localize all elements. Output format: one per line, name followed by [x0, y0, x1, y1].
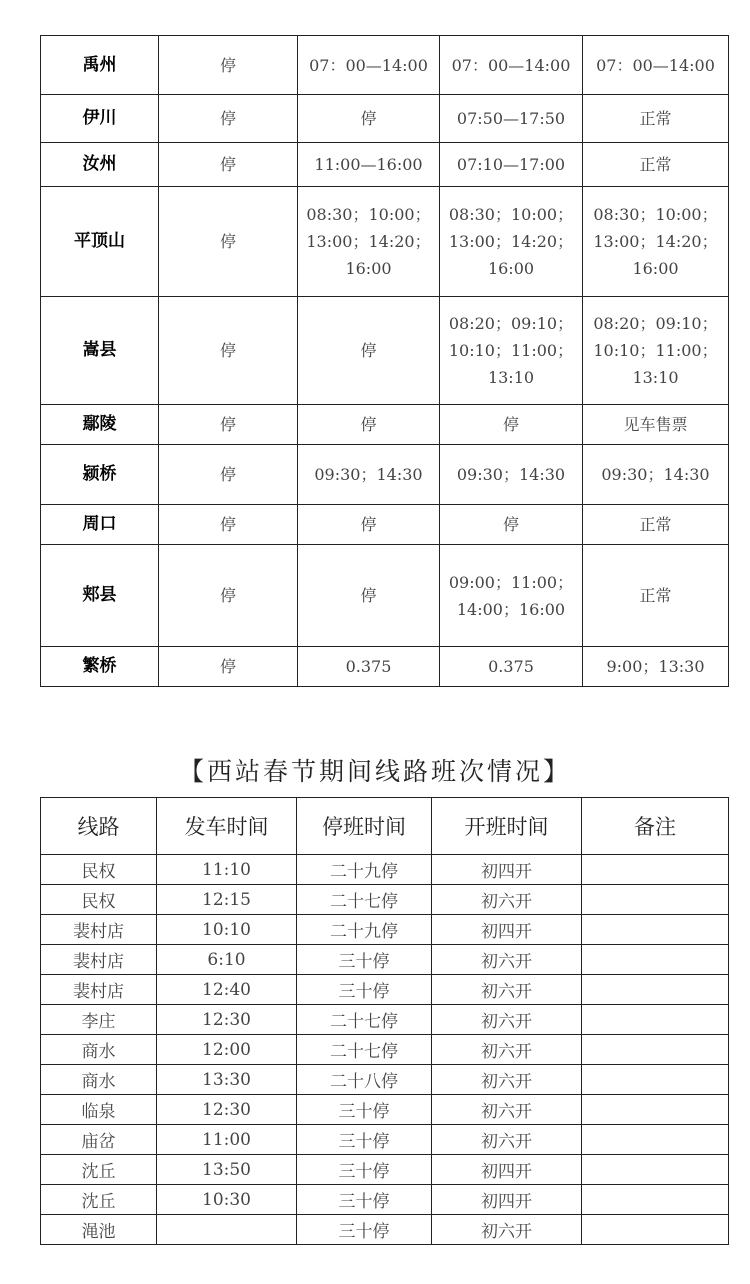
schedule-cell: 停	[159, 297, 298, 405]
table-row	[41, 405, 729, 445]
stop-cell: 二十八停	[297, 1065, 432, 1095]
depart-cell: 6:10	[157, 945, 297, 975]
stop-cell: 三十停	[297, 1155, 432, 1185]
start-cell: 初六开	[432, 945, 582, 975]
depart-cell: 12:40	[157, 975, 297, 1005]
route-cell: 商水	[41, 1065, 157, 1095]
depart-cell: 11:10	[157, 855, 297, 885]
depart-cell: 12:30	[157, 1005, 297, 1035]
west-station-schedule-table	[40, 797, 729, 1245]
schedule-cell: 停	[298, 95, 440, 143]
schedule-cell: 停	[298, 545, 440, 647]
schedule-cell: 停	[159, 187, 298, 297]
table-header-row	[41, 798, 729, 855]
section-title: 【西站春节期间线路班次情况】	[178, 757, 571, 786]
depart-cell: 11:00	[157, 1125, 297, 1155]
schedule-cell: 停	[159, 647, 298, 687]
schedule-cell: 停	[298, 505, 440, 545]
city-cell: 平顶山	[41, 187, 159, 297]
depart-cell: 10:30	[157, 1185, 297, 1215]
schedule-cell: 08:20；09:10；10:10；11:00；13:10	[583, 297, 729, 405]
schedule-cell: 08:30；10:00；13:00；14:20；16:00	[440, 187, 583, 297]
schedule-cell: 停	[159, 405, 298, 445]
start-cell: 初六开	[432, 1125, 582, 1155]
table-row	[41, 975, 729, 1005]
schedule-cell: 07：00—14:00	[298, 36, 440, 95]
schedule-cell: 停	[159, 445, 298, 505]
schedule-cell: 见车售票	[583, 405, 729, 445]
schedule-cell: 08:20；09:10；10:10；11:00；13:10	[440, 297, 583, 405]
header-note: 备注	[582, 798, 729, 855]
route-cell: 裴村店	[41, 945, 157, 975]
table-row	[41, 187, 729, 297]
note-cell	[582, 1185, 729, 1215]
city-cell: 周口	[41, 505, 159, 545]
note-cell	[582, 915, 729, 945]
table-row	[41, 1095, 729, 1125]
schedule-cell: 停	[159, 143, 298, 187]
stop-cell: 二十九停	[297, 855, 432, 885]
depart-cell: 13:30	[157, 1065, 297, 1095]
city-cell: 繁桥	[41, 647, 159, 687]
start-cell: 初六开	[432, 1005, 582, 1035]
start-cell: 初六开	[432, 975, 582, 1005]
start-cell: 初六开	[432, 1215, 582, 1245]
city-cell: 郏县	[41, 545, 159, 647]
stop-cell: 三十停	[297, 1185, 432, 1215]
table-row	[41, 545, 729, 647]
depart-cell: 12:30	[157, 1095, 297, 1125]
schedule-cell: 正常	[583, 143, 729, 187]
route-cell: 裴村店	[41, 975, 157, 1005]
header-depart-time: 发车时间	[157, 798, 297, 855]
schedule-cell: 停	[298, 405, 440, 445]
table-row	[41, 95, 729, 143]
start-cell: 初四开	[432, 1185, 582, 1215]
schedule-cell: 07:10—17:00	[440, 143, 583, 187]
route-cell: 沈丘	[41, 1185, 157, 1215]
schedule-cell: 停	[298, 297, 440, 405]
depart-cell: 13:50	[157, 1155, 297, 1185]
table-row	[41, 297, 729, 405]
table-row	[41, 885, 729, 915]
schedule-cell: 08:30；10:00；13:00；14:20；16:00	[583, 187, 729, 297]
table-row	[41, 1125, 729, 1155]
route-cell: 渑池	[41, 1215, 157, 1245]
note-cell	[582, 945, 729, 975]
note-cell	[582, 1005, 729, 1035]
city-cell: 伊川	[41, 95, 159, 143]
note-cell	[582, 975, 729, 1005]
route-cell: 临泉	[41, 1095, 157, 1125]
start-cell: 初六开	[432, 1065, 582, 1095]
note-cell	[582, 1155, 729, 1185]
start-cell: 初六开	[432, 885, 582, 915]
table-row	[41, 1065, 729, 1095]
route-cell: 民权	[41, 855, 157, 885]
schedule-cell: 停	[159, 505, 298, 545]
route-cell: 李庄	[41, 1005, 157, 1035]
note-cell	[582, 855, 729, 885]
table-row	[41, 1005, 729, 1035]
note-cell	[582, 885, 729, 915]
schedule-cell: 停	[440, 505, 583, 545]
start-cell: 初四开	[432, 855, 582, 885]
table-row	[41, 1035, 729, 1065]
city-cell: 嵩县	[41, 297, 159, 405]
table-row	[41, 445, 729, 505]
schedule-cell: 停	[159, 36, 298, 95]
note-cell	[582, 1215, 729, 1245]
schedule-cell: 07:50—17:50	[440, 95, 583, 143]
schedule-table-top	[40, 35, 729, 687]
table-row	[41, 647, 729, 687]
schedule-cell: 正常	[583, 545, 729, 647]
stop-cell: 二十九停	[297, 915, 432, 945]
table-row	[41, 915, 729, 945]
schedule-cell: 07：00—14:00	[583, 36, 729, 95]
table-row	[41, 1155, 729, 1185]
stop-cell: 二十七停	[297, 885, 432, 915]
note-cell	[582, 1065, 729, 1095]
route-cell: 裴村店	[41, 915, 157, 945]
stop-cell: 三十停	[297, 945, 432, 975]
schedule-cell: 0.375	[298, 647, 440, 687]
schedule-cell: 9:00；13:30	[583, 647, 729, 687]
route-cell: 沈丘	[41, 1155, 157, 1185]
schedule-cell: 08:30；10:00；13:00；14:20；16:00	[298, 187, 440, 297]
schedule-cell: 停	[159, 95, 298, 143]
table-row	[41, 143, 729, 187]
schedule-cell: 07：00—14:00	[440, 36, 583, 95]
stop-cell: 三十停	[297, 1095, 432, 1125]
note-cell	[582, 1125, 729, 1155]
start-cell: 初四开	[432, 1155, 582, 1185]
schedule-cell: 0.375	[440, 647, 583, 687]
depart-cell: 12:15	[157, 885, 297, 915]
note-cell	[582, 1095, 729, 1125]
stop-cell: 二十七停	[297, 1035, 432, 1065]
city-cell: 颍桥	[41, 445, 159, 505]
table-row	[41, 505, 729, 545]
header-stop-time: 停班时间	[297, 798, 432, 855]
schedule-cell: 09:30；14:30	[298, 445, 440, 505]
schedule-cell: 11:00—16:00	[298, 143, 440, 187]
table-row	[41, 1185, 729, 1215]
stop-cell: 三十停	[297, 1125, 432, 1155]
start-cell: 初六开	[432, 1095, 582, 1125]
schedule-cell: 正常	[583, 505, 729, 545]
route-cell: 庙岔	[41, 1125, 157, 1155]
header-start-time: 开班时间	[432, 798, 582, 855]
route-cell: 民权	[41, 885, 157, 915]
depart-cell	[157, 1215, 297, 1245]
schedule-cell: 09:00；11:00；14:00；16:00	[440, 545, 583, 647]
depart-cell: 12:00	[157, 1035, 297, 1065]
start-cell: 初四开	[432, 915, 582, 945]
depart-cell: 10:10	[157, 915, 297, 945]
stop-cell: 二十七停	[297, 1005, 432, 1035]
table-row	[41, 1215, 729, 1245]
schedule-cell: 正常	[583, 95, 729, 143]
table-row	[41, 855, 729, 885]
schedule-cell: 停	[159, 545, 298, 647]
city-cell: 禹州	[41, 36, 159, 95]
table-row	[41, 945, 729, 975]
stop-cell: 三十停	[297, 1215, 432, 1245]
city-cell: 鄢陵	[41, 405, 159, 445]
note-cell	[582, 1035, 729, 1065]
stop-cell: 三十停	[297, 975, 432, 1005]
city-cell: 汝州	[41, 143, 159, 187]
schedule-cell: 09:30；14:30	[440, 445, 583, 505]
start-cell: 初六开	[432, 1035, 582, 1065]
schedule-cell: 停	[440, 405, 583, 445]
route-cell: 商水	[41, 1035, 157, 1065]
table-row	[41, 36, 729, 95]
schedule-cell: 09:30；14:30	[583, 445, 729, 505]
header-route: 线路	[41, 798, 157, 855]
